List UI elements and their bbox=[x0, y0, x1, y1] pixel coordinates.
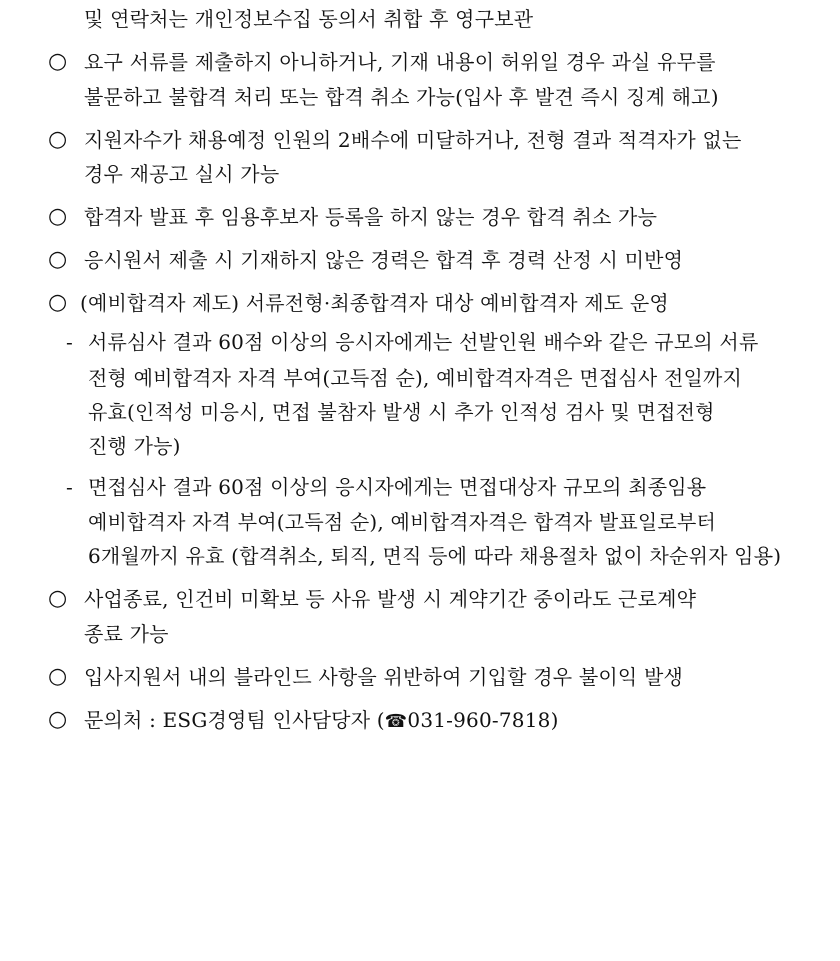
text-line: 지원자수가 채용예정 인원의 2배수에 미달하거나, 전형 결과 적격자가 없는 bbox=[84, 128, 742, 152]
text-line: 입사지원서 내의 블라인드 사항을 위반하여 기입할 경우 불이익 발생 bbox=[84, 665, 684, 689]
bullet-circle: ○ bbox=[48, 664, 68, 689]
bullet-circle: ○ bbox=[48, 707, 68, 732]
text-line: (예비합격자 제도) 서류전형·최종합격자 대상 예비합격자 제도 운영 bbox=[80, 291, 669, 315]
phone-icon: ☎ bbox=[384, 711, 408, 732]
text-line: 불문하고 불합격 처리 또는 합격 취소 가능(입사 후 발견 즉시 징계 해고) bbox=[84, 85, 719, 109]
text-line: 합격자 발표 후 임용후보자 등록을 하지 않는 경우 합격 취소 가능 bbox=[84, 205, 658, 229]
text-line: 사업종료, 인건비 미확보 등 사유 발생 시 계약기간 중이라도 근로계약 bbox=[84, 587, 697, 611]
bullet-circle: ○ bbox=[48, 127, 68, 152]
text-line: 및 연락처는 개인정보수집 동의서 취합 후 영구보관 bbox=[84, 7, 534, 31]
contact-phone: 031-960-7818) bbox=[407, 708, 559, 732]
dash-marker: - bbox=[66, 330, 73, 354]
text-line: 유효(인적성 미응시, 면접 불참자 발생 시 추가 인적성 검사 및 면접전형 bbox=[88, 400, 715, 424]
bullet-circle: ○ bbox=[48, 586, 68, 611]
text-line: 경우 재공고 실시 가능 bbox=[84, 162, 280, 186]
contact-label: 문의처 : ESG경영팀 인사담당자 ( bbox=[84, 708, 385, 732]
text-line: 면접심사 결과 60점 이상의 응시자에게는 면접대상자 규모의 최종임용 bbox=[88, 475, 707, 499]
text-line: 서류심사 결과 60점 이상의 응시자에게는 선발인원 배수와 같은 규모의 서류 bbox=[88, 330, 759, 354]
bullet-circle: ○ bbox=[48, 204, 68, 229]
bullet-circle: ○ bbox=[48, 290, 68, 315]
dash-marker: - bbox=[66, 475, 73, 499]
text-line: 예비합격자 자격 부여(고득점 순), 예비합격자격은 합격자 발표일로부터 bbox=[88, 510, 716, 534]
text-line: 종료 가능 bbox=[84, 622, 169, 646]
contact-line bbox=[84, 703, 559, 739]
text-line: 진행 가능) bbox=[88, 434, 181, 458]
text-line: 6개월까지 유효 (합격취소, 퇴직, 면직 등에 따라 채용절차 없이 차순위자 임용) bbox=[88, 544, 782, 568]
bullet-circle: ○ bbox=[48, 247, 68, 272]
text-line: 전형 예비합격자 자격 부여(고득점 순), 예비합격자격은 면접심사 전일까지 bbox=[88, 366, 743, 390]
text-line: 요구 서류를 제출하지 아니하거나, 기재 내용이 허위일 경우 과실 유무를 bbox=[84, 50, 716, 74]
text-line: 응시원서 제출 시 기재하지 않은 경력은 합격 후 경력 산정 시 미반영 bbox=[84, 248, 684, 272]
bullet-circle: ○ bbox=[48, 49, 68, 74]
